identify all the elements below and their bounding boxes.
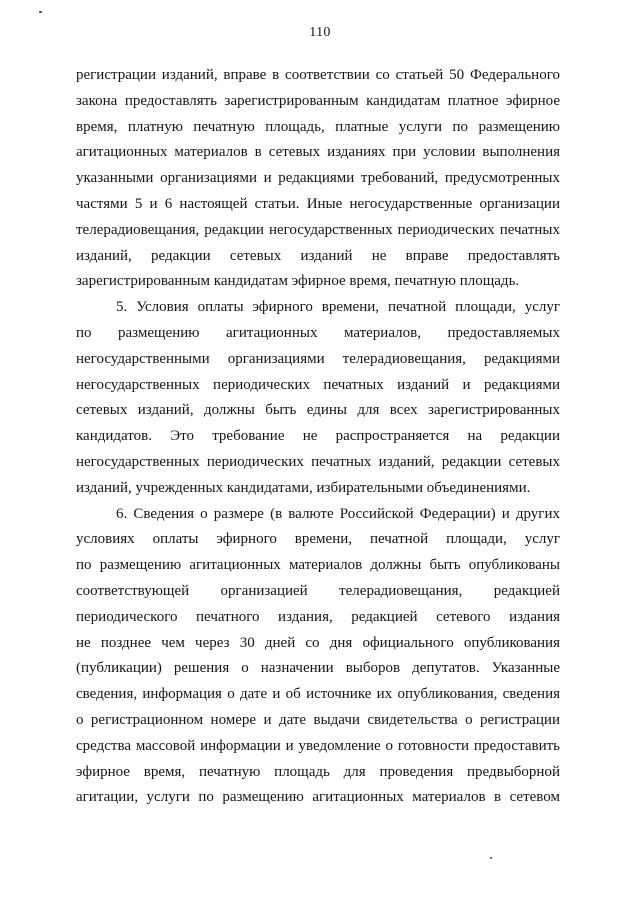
paragraph-item-5 — [76, 295, 560, 501]
text-line: средства массовой информации и уведомление о готовности предоставить — [76, 737, 560, 754]
text-line: периодического печатного издания, редакцией сетевого издания — [76, 608, 560, 625]
text-line: зарегистрированным кандидатам эфирное время, печатную площадь. — [76, 273, 520, 290]
text-line: телерадиовещания, редакции негосударственных периодических печатных — [76, 221, 560, 238]
text-line: по размещению агитационных материалов должны быть опубликованы — [76, 557, 560, 574]
text-line: условиях оплаты эфирного времени, печатной площади, услуг — [76, 531, 560, 548]
text-line: 5. Условия оплаты эфирного времени, печатной площади, услуг — [116, 299, 560, 316]
paragraph-item-6 — [76, 502, 560, 812]
scan-mark-dot — [39, 11, 42, 13]
text-line: не позднее чем через 30 дней со дня официального опубликования — [76, 634, 560, 651]
text-line: указанными организациями и редакциями требований, предусмотренных — [76, 170, 560, 187]
text-line: по размещению агитационных материалов, предоставляемых — [76, 324, 560, 341]
text-line: негосударственными организациями телерадиовещания, редакциями — [76, 350, 560, 367]
text-line: частями 5 и 6 настоящей статьи. Иные негосударственные организации — [76, 195, 560, 212]
text-line: сетевых изданий, должны быть едины для всех зарегистрированных — [76, 402, 560, 419]
text-line: регистрации изданий, вправе в соответствии со статьей 50 Федерального — [76, 67, 560, 83]
paragraph-continuation — [76, 63, 560, 295]
text-line: кандидатов. Это требование не распространяется на редакции — [76, 428, 560, 445]
text-line: сведения, информация о дате и об источнике их опубликования, сведения — [76, 686, 560, 703]
text-line: соответствующей организацией телерадиовещания, редакцией — [76, 582, 560, 599]
text-line: эфирное время, печатную площадь для проведения предвыборной — [76, 763, 560, 780]
page-number: 110 — [309, 25, 331, 40]
text-line: агитационных материалов в сетевых изданиях при условии выполнения — [76, 144, 560, 161]
text-line: изданий, редакции сетевых изданий не вправе предоставлять — [76, 247, 560, 264]
scan-mark-dot — [490, 857, 492, 859]
text-line: негосударственных периодических печатных изданий, редакции сетевых — [76, 453, 560, 470]
text-line: время, платную печатную площадь, платные услуги по размещению — [76, 118, 560, 135]
text-line: изданий, учрежденных кандидатами, избирательными объединениями. — [76, 479, 531, 496]
text-line: о регистрационном номере и дате выдачи свидетельства о регистрации — [76, 711, 560, 728]
text-line: 6. Сведения о размере (в валюте Российской Федерации) и других — [116, 505, 560, 522]
text-line: закона предоставлять зарегистрированным кандидатам платное эфирное — [76, 92, 560, 109]
document-body — [76, 63, 560, 811]
text-line: агитации, услуги по размещению агитационных материалов в сетевом — [76, 789, 560, 806]
text-line: негосударственных периодических печатных изданий и редакциями — [76, 376, 560, 393]
text-line: (публикации) решения о назначении выборов депутатов. Указанные — [76, 660, 560, 677]
